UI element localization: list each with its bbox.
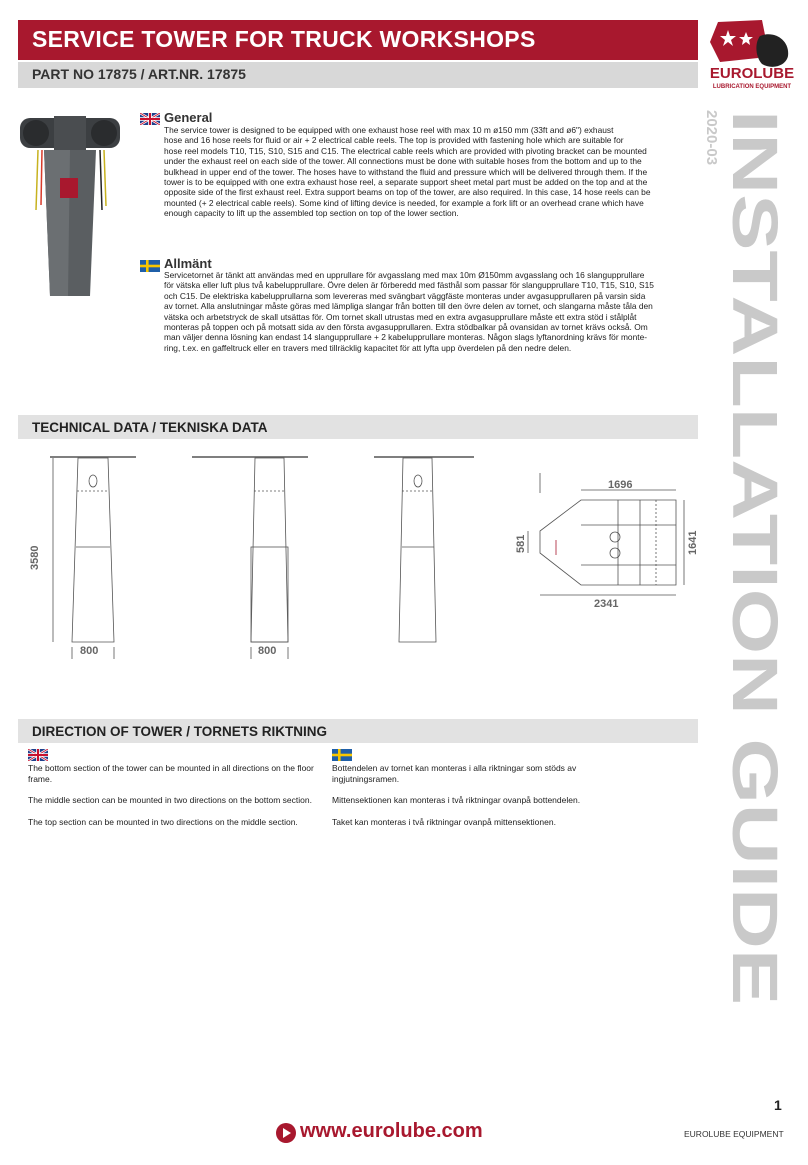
dim-top-total: 2341 — [594, 598, 619, 610]
general-text: The service tower is designed to be equipped with one exhaust hose reel with max 10 m ø150 mm (33ft and ø6") exhaust hose and 16 hose reels for fluid or air + 2 electrical cable reels. The top is provided with fastening hole which are suitable for hose reel models T10, T15, S10, S15 and C15. The electrical cable reels which are provided with pivoting bracket can be mounted under the exhaust reel on each side of the tower. All connections must be done with suitable hoses from the bottom and up to the bulkhead in upper end of the tower. The hoses have to withstand the fluid and pressure which will be delivered through them. If the tower is to be equipped with one extra exhaust hose reel, a separate support sheet metal part must be added on the top and at the opposite side of the first exhaust reel. Extra support beams on top of the tower, are also required. In this case, 14 hose reels can be mounted (+ 2 electrical cable reels). Some kind of lifting device is needed, for example a fork lift or an overhead crane which have enough capacity to lift up the assembled top section on top of the lower section. — [164, 125, 651, 219]
technical-heading: TECHNICAL DATA / TEKNISKA DATA — [32, 420, 268, 435]
uk-flag-icon — [140, 112, 160, 124]
sweden-flag-icon — [140, 259, 160, 271]
uk-flag-icon — [28, 748, 48, 760]
direction-heading: DIRECTION OF TOWER / TORNETS RIKTNING — [32, 724, 328, 739]
page-number: 1 — [774, 1097, 782, 1113]
play-icon — [275, 1122, 297, 1144]
dim-top-depth: 581 — [515, 534, 527, 553]
logo-tagline: LUBRICATION EQUIPMENT — [712, 84, 792, 90]
website-link[interactable]: www.eurolube.com — [300, 1120, 483, 1142]
technical-drawing — [18, 445, 698, 665]
page-title: SERVICE TOWER FOR TRUCK WORKSHOPS — [32, 26, 536, 52]
allmant-heading: Allmänt — [164, 256, 212, 271]
dim-base-width-1: 800 — [80, 645, 99, 657]
dim-top-width: 1641 — [687, 530, 698, 555]
dim-height: 3580 — [29, 545, 41, 570]
direction-text-en: The bottom section of the tower can be mounted in all directions on the floor frame. The middle section can be mounted in two directions on the bottom section. The top section can be mounted in two directions on the middle section. — [28, 763, 314, 827]
footer-company: EUROLUBE EQUIPMENT — [684, 1129, 784, 1139]
dim-top-length: 1696 — [608, 479, 633, 491]
side-guide-title: INSTALLATION GUIDE — [719, 110, 791, 791]
tower-photo — [14, 110, 126, 300]
part-number: PART NO 17875 / ART.NR. 17875 — [32, 66, 246, 82]
side-date: 2020-03 — [703, 110, 720, 166]
eurolube-logo — [700, 18, 804, 96]
dim-base-width-2: 800 — [258, 645, 277, 657]
logo-drop-shape — [756, 34, 788, 67]
general-heading: General — [164, 110, 213, 125]
side-banner — [695, 110, 805, 1010]
allmant-text: Servicetornet är tänkt att användas med en upprullare för avgasslang med max 10m Ø150mm avgasslang och 16 slangupprullare för vätska eller luft plus två kabelupprullare. Övre delen är förberedd med fästhål som passar för slangupprullare T10, T15, S10, S15 och C15. De elektriska kabelupprullarna som levereras med svängbart väggfäste monteras under avgasupprullaren på varsin sida av tornet. Alla anslutningar måste göras med lämpliga slangar från botten till den övre delen av tornet, och slangarna måste tåla den vätska och arbetstryck de skall utsättas för. Om tornet skall utrustas med en extra avgasupprullare måste ett extra stöd i stålplåt monteras på toppen och på motsatt sida av den första avgasupprullaren. Extra stödbalkar på ovansidan av tornet krävs också. Om man väljer denna lösning kan endast 14 slangupprullare + 2 kabelupprullare monteras. Någon slags lyftanordning krävs för monte- ring, t.ex. en gaffeltruck eller en travers med tillräcklig kapacitet för att lyfta upp överdelen på den nedre delen. — [164, 270, 654, 353]
direction-text-sv: Bottendelen av tornet kan monteras i alla riktningar som stöds av ingjutningsramen. Mittensektionen kan monteras i två riktningar ovanpå bottendelen. Taket kan monteras i två riktningar ovanpå mittensektionen. — [332, 763, 581, 827]
sweden-flag-icon — [332, 748, 352, 760]
logo-brand: EUROLUBE — [709, 65, 795, 82]
